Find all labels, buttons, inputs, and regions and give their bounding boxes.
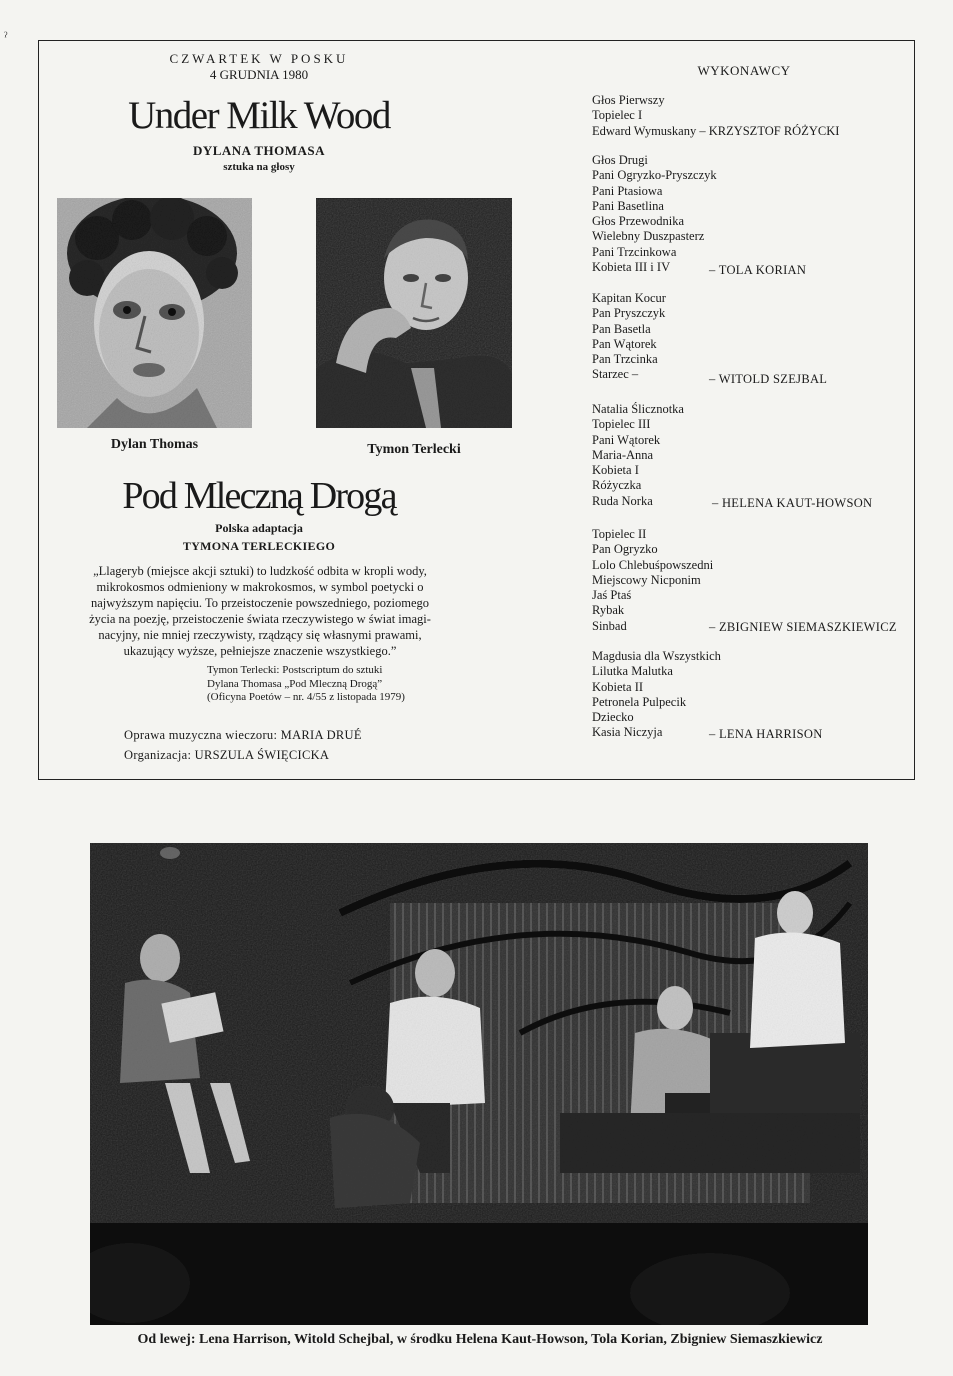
scan-mark: ˀ <box>4 30 8 45</box>
role-line: Natalia Ślicznotka <box>592 402 684 416</box>
cast-group <box>592 402 684 509</box>
role-line: Maria-Anna <box>592 447 654 462</box>
event-line: CZWARTEK W POSKU <box>169 51 349 66</box>
cast-column <box>584 41 914 779</box>
cast-group <box>592 649 721 741</box>
cast-heading: WYKONAWCY <box>697 63 791 78</box>
music-credit: Oprawa muzyczna wieczoru: MARIA DRUÉ <box>124 728 362 742</box>
quote-line: życia na poezję, przeistoczenie świata rzeczywistego w świat imagi- <box>89 612 431 626</box>
organization-credit: Organizacja: URSZULA ŚWIĘCICKA <box>124 748 330 762</box>
quote-line: nacyjny, nie mniej rzeczywisty, rządzący się własnymi prawami, <box>98 628 422 642</box>
role-line: Jaś Ptaś <box>592 588 632 603</box>
role-line: Topielec I <box>592 108 643 123</box>
role-line: Pani Basetlina <box>592 198 664 213</box>
role-line: Edward Wymuskany – KRZYSZTOF RÓŻYCKI <box>592 123 840 138</box>
citation-line: (Oficyna Poetów – nr. 4/55 z listopada 1979) <box>207 691 405 703</box>
left-column <box>39 41 559 779</box>
role-line: Pan Pryszczyk <box>592 306 666 321</box>
role-line: Kapitan Kocur <box>592 291 666 305</box>
stage-photo-caption: Od lewej: Lena Harrison, Witold Schejbal, w środku Helena Kaut-Howson, Tola Korian, Zbigniew Siemaszkiewicz <box>137 1332 823 1347</box>
polish-title: Pod Mleczną Drogą <box>122 475 396 517</box>
caption-dylan-thomas: Dylan Thomas <box>110 437 199 452</box>
role-line: Lolo Chlebuśpowszedni <box>592 557 714 572</box>
role-line: Głos Pierwszy <box>592 93 665 107</box>
role-line: Pani Trzcinkowa <box>592 244 677 259</box>
role-line: Głos Drugi <box>592 153 648 167</box>
role-line: Wielebny Duszpasterz <box>592 229 705 244</box>
role-line: Pan Trzcinka <box>592 352 658 367</box>
quote-line: najwyższym napięciu. To przeistoczenie powszedniego, poziomego <box>90 596 430 610</box>
role-line: Miejscowy Nicponim <box>592 572 701 587</box>
citation-line: Tymon Terlecki: Postscriptum do sztuki <box>207 664 383 676</box>
actor-name: – LENA HARRISON <box>709 727 823 741</box>
tymon-terlecki-portrait <box>316 198 512 428</box>
dylan-thomas-portrait <box>57 198 252 428</box>
play-title: Under Milk Wood <box>128 94 390 137</box>
role-line: Głos Przewodnika <box>592 214 684 229</box>
actor-name: – HELENA KAUT-HOWSON <box>712 496 873 510</box>
actor-name: – TOLA KORIAN <box>709 263 807 277</box>
role-line: Lilutka Malutka <box>592 664 673 679</box>
role-line: Pani Ptasiowa <box>592 183 663 198</box>
cast-group <box>592 291 666 383</box>
role-line: Kasia Niczyja <box>592 725 663 740</box>
quotation <box>61 563 459 659</box>
role-line: Pani Wątorek <box>592 432 661 447</box>
role-line: Pani Ogryzko-Pryszczyk <box>592 168 717 183</box>
role-line: Kobieta I <box>592 463 639 478</box>
adaptation-author: TYMONA TERLECKIEGO <box>182 539 336 553</box>
actor-name: – WITOLD SZEJBAL <box>709 372 828 386</box>
programme-frame <box>38 40 915 780</box>
role-line: Topielec II <box>592 527 647 541</box>
role-line: Pan Ogryzko <box>592 542 658 557</box>
quote-line: mikrokosmos odmieniony w makrokosmos, w symbol poetycki o <box>96 580 424 594</box>
role-line: Kobieta III i IV <box>592 260 671 275</box>
role-line: Petronela Pulpecik <box>592 694 687 709</box>
cast-group <box>592 527 713 634</box>
role-line: Topielec III <box>592 417 651 432</box>
stage-photograph <box>90 843 868 1325</box>
role-line: Pan Basetla <box>592 321 651 336</box>
cast-group <box>592 93 839 139</box>
play-subtitle: sztuka na głosy <box>223 161 295 173</box>
role-line: Pan Wątorek <box>592 336 657 351</box>
citation <box>207 664 457 705</box>
role-line: Różyczka <box>592 478 642 493</box>
cast-group <box>592 153 717 275</box>
role-line: Dziecko <box>592 710 634 725</box>
role-line: Kobieta II <box>592 679 644 694</box>
caption-tymon-terlecki: Tymon Terlecki <box>367 442 461 457</box>
role-line: Sinbad <box>592 618 627 633</box>
role-line: Magdusia dla Wszystkich <box>592 649 721 663</box>
role-line: Starzec – <box>592 367 639 382</box>
role-line: Rybak <box>592 603 625 618</box>
quote-line: „Llageryb (miejsce akcji sztuki) to ludzkość odbita w kropli wody, <box>93 564 427 578</box>
event-date: 4 GRUDNIA 1980 <box>209 67 309 82</box>
play-author: DYLANA THOMASA <box>192 143 326 158</box>
actor-name: – ZBIGNIEW SIEMASZKIEWICZ <box>709 620 897 634</box>
quote-line: ukazujący wyższe, pełniejsze znaczenie wszystkiego.” <box>123 644 397 658</box>
role-line: Ruda Norka <box>592 493 653 508</box>
citation-line: Dylana Thomasa „Pod Mleczną Drogą” <box>207 677 383 690</box>
adaptation-label: Polska adaptacja <box>215 521 303 535</box>
